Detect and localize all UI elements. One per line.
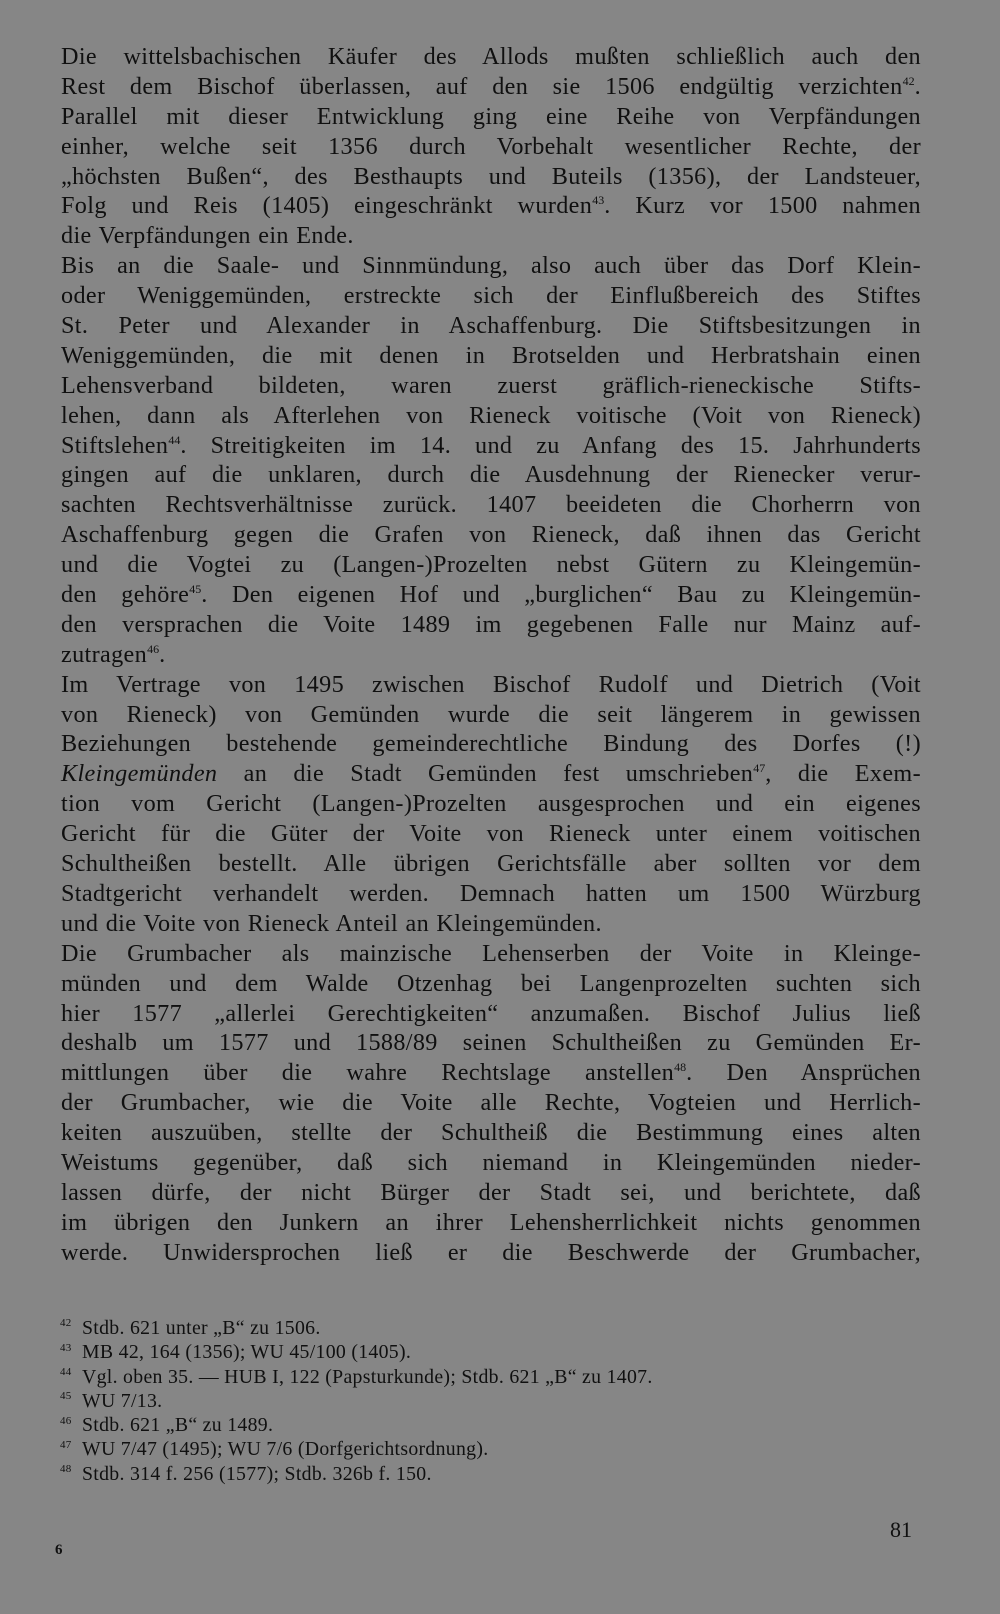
text-run: . Streitigkeiten im 14. und zu Anfang des 15. Jahrhunderts (180, 431, 921, 459)
text-run: Gericht für die Güter der Voite von Rieneck unter einem voitischen (61, 820, 921, 848)
text-run: , die Exem- (765, 760, 921, 788)
text-run: Stadtgericht verhandelt werden. Demnach hatten um 1500 Würzburg (61, 879, 921, 907)
text-line (61, 221, 921, 251)
text-line (61, 1088, 921, 1118)
text-line (61, 819, 921, 849)
text-run: Im Vertrage von 1495 zwischen Bischof Rudolf und Dietrich (Voit (61, 670, 921, 698)
text-line (61, 849, 921, 879)
text-line (61, 969, 921, 999)
text-line (61, 1118, 921, 1148)
text-line (61, 1238, 921, 1268)
text-run: den gehöre (61, 581, 190, 609)
text-line (61, 460, 921, 490)
text-run: Stiftslehen (61, 431, 169, 459)
text-run: Die wittelsbachischen Käufer des Allods mußten schließlich auch den (61, 43, 921, 70)
text-run: mittlungen über die wahre Rechtslage anstellen (61, 1059, 675, 1087)
italic-text: Kleingemünden (61, 760, 218, 788)
text-run: gingen auf die unklaren, durch die Ausdehnung der Rienecker verur- (61, 461, 921, 489)
text-line (61, 102, 921, 132)
footnote-reference: 43 (592, 193, 605, 208)
signature-mark: 6 (55, 1542, 63, 1558)
footnote-reference: 42 (902, 73, 915, 88)
text-line (61, 281, 921, 311)
text-run: Lehensverband bildeten, waren zuerst gräflich-rieneckische Stifts- (61, 371, 921, 399)
footnote-text: Stdb. 621 unter „B“ zu 1506. (82, 1317, 321, 1339)
footnote: 48 Stdb. 314 f. 256 (1577); Stdb. 326b f. 150. (60, 1462, 432, 1485)
footnote-text: Stdb. 621 „B“ zu 1489. (82, 1414, 274, 1437)
text-run: . Kurz vor 1500 nahmen (604, 192, 921, 220)
text-run: . (914, 72, 921, 100)
text-run: keiten auszuüben, stellte der Schultheiß die Bestimmung eines alten (61, 1119, 921, 1147)
text-line (61, 939, 921, 969)
text-run: im übrigen den Junkern an ihrer Lehensherrlichkeit nichts genommen (61, 1208, 921, 1236)
text-run: St. Peter und Alexander in Aschaffenburg. Die Stiftsbesitzungen in (61, 312, 921, 340)
text-line (61, 191, 921, 221)
text-run: lassen dürfe, der nicht Bürger der Stadt sei, und berichtete, daß (61, 1178, 921, 1206)
text-line (61, 550, 921, 580)
text-run: sachten Rechtsverhältnisse zurück. 1407 beeideten die Chorherrn von (61, 491, 921, 519)
footnote-reference: 47 (753, 761, 766, 776)
text-run: Schultheißen bestellt. Alle übrigen Gerichtsfälle aber sollten vor dem (61, 850, 921, 878)
footnote-text: WU 7/47 (1495); WU 7/6 (Dorfgerichtsordnung). (82, 1438, 489, 1461)
text-line (61, 341, 921, 371)
footnote: 43 MB 42, 164 (1356); WU 45/100 (1405). (60, 1341, 412, 1364)
text-run: oder Weniggemünden, erstreckte sich der Einflußbereich des Stiftes (61, 282, 921, 310)
text-line (61, 311, 921, 341)
text-line (61, 640, 921, 670)
text-line (61, 700, 921, 730)
footnote-text: Stdb. 314 f. 256 (1577); Stdb. 326b f. 150. (82, 1462, 432, 1485)
text-run: hier 1577 „allerlei Gerechtigkeiten“ anzumaßen. Bischof Julius ließ (61, 999, 921, 1027)
text-run: lehen, dann als Afterlehen von Rieneck voitische (Voit von Rieneck) (61, 401, 921, 429)
footnote: 44 Vgl. oben 35. — HUB I, 122 (Papsturkunde); Stdb. 621 „B“ zu 1407. (60, 1365, 653, 1388)
footnote: 42 Stdb. 621 unter „B“ zu 1506. (60, 1317, 321, 1339)
text-line (61, 670, 921, 700)
footnote: 47 WU 7/47 (1495); WU 7/6 (Dorfgerichtsordnung). (60, 1438, 489, 1461)
page-number: 81 (890, 1517, 912, 1542)
text-line (61, 431, 921, 461)
text-line (61, 132, 921, 162)
text-line (61, 580, 921, 610)
text-run: münden und dem Walde Otzenhag bei Langenprozelten suchten sich (61, 969, 921, 997)
text-line (61, 520, 921, 550)
text-run: Parallel mit dieser Entwicklung ging eine Reihe von Verpfändungen (61, 102, 921, 130)
text-run: die Verpfändungen ein Ende. (61, 222, 354, 250)
text-run: und die Vogtei zu (Langen-)Prozelten nebst Gütern zu Kleingemün- (61, 551, 921, 579)
text-line (61, 1208, 921, 1238)
text-line (61, 789, 921, 819)
text-line (61, 1028, 921, 1058)
text-line (61, 72, 921, 102)
text-run: Bis an die Saale- und Sinnmündung, also auch über das Dorf Klein- (61, 252, 921, 280)
footnote-text: Vgl. oben 35. — HUB I, 122 (Papsturkunde); Stdb. 621 „B“ zu 1407. (82, 1365, 653, 1388)
text-line (61, 490, 921, 520)
footnote-text: WU 7/13. (82, 1389, 163, 1412)
text-run: werde. Unwidersprochen ließ er die Beschwerde der Grumbacher, (61, 1238, 921, 1266)
body-text (61, 42, 921, 1268)
text-run: zutragen (61, 640, 148, 668)
text-line (61, 251, 921, 281)
text-line (61, 879, 921, 909)
text-run: von Rieneck) von Gemünden wurde die seit längerem in gewissen (61, 700, 921, 728)
text-run: Rest dem Bischof überlassen, auf den sie 1506 endgültig verzichten (61, 72, 903, 100)
text-run: an die Stadt Gemünden fest umschrieben (217, 760, 754, 788)
text-line (61, 1178, 921, 1208)
text-line (61, 162, 921, 192)
footnote: 45 WU 7/13. (60, 1389, 163, 1412)
text-line (61, 999, 921, 1029)
text-run: Beziehungen bestehende gemeinderechtliche Bindung des Dorfes (!) (61, 730, 921, 758)
text-line (61, 371, 921, 401)
text-run: der Grumbacher, wie die Voite alle Rechte, Vogteien und Herrlich- (61, 1089, 921, 1117)
text-run: tion vom Gericht (Langen-)Prozelten ausgesprochen und ein eigenes (61, 790, 921, 818)
text-run: „höchsten Bußen“, des Besthaupts und Buteils (1356), der Landsteuer, (61, 162, 921, 190)
text-run: . Den Ansprüchen (686, 1059, 921, 1087)
text-line (61, 729, 921, 759)
text-line (61, 401, 921, 431)
text-line (61, 610, 921, 640)
text-run: Die Grumbacher als mainzische Lehenserben der Voite in Kleinge- (61, 939, 921, 967)
text-run: den versprachen die Voite 1489 im gegebenen Falle nur Mainz auf- (61, 610, 921, 638)
text-run: Weistums gegenüber, daß sich niemand in Kleingemünden nieder- (61, 1148, 921, 1176)
text-line (61, 1148, 921, 1178)
text-line (61, 42, 921, 72)
text-line (61, 909, 921, 939)
footnotes (60, 1316, 880, 1486)
text-run: und die Voite von Rieneck Anteil an Kleingemünden. (61, 909, 602, 937)
text-line (61, 1058, 921, 1088)
text-run: deshalb um 1577 und 1588/89 seinen Schultheißen zu Gemünden Er- (61, 1029, 921, 1057)
footnote-reference: 44 (168, 432, 181, 447)
text-line (61, 759, 921, 789)
text-run: Folg und Reis (1405) eingeschränkt wurden (61, 192, 593, 220)
footnote: 46 Stdb. 621 „B“ zu 1489. (60, 1414, 274, 1437)
footnote-text: MB 42, 164 (1356); WU 45/100 (1405). (82, 1341, 412, 1364)
footnote-reference: 45 (189, 581, 202, 596)
text-run: Aschaffenburg gegen die Grafen von Rieneck, daß ihnen das Gericht (61, 521, 921, 549)
footnote-reference: 46 (147, 641, 160, 656)
text-run: . (159, 640, 166, 668)
text-run: . Den eigenen Hof und „burglichen“ Bau zu Kleingemün- (201, 581, 921, 609)
footnote-reference: 48 (674, 1060, 687, 1075)
text-run: einher, welche seit 1356 durch Vorbehalt wesentlicher Rechte, der (61, 132, 921, 160)
text-run: Weniggemünden, die mit denen in Brotselden und Herbratshain einen (61, 341, 921, 369)
